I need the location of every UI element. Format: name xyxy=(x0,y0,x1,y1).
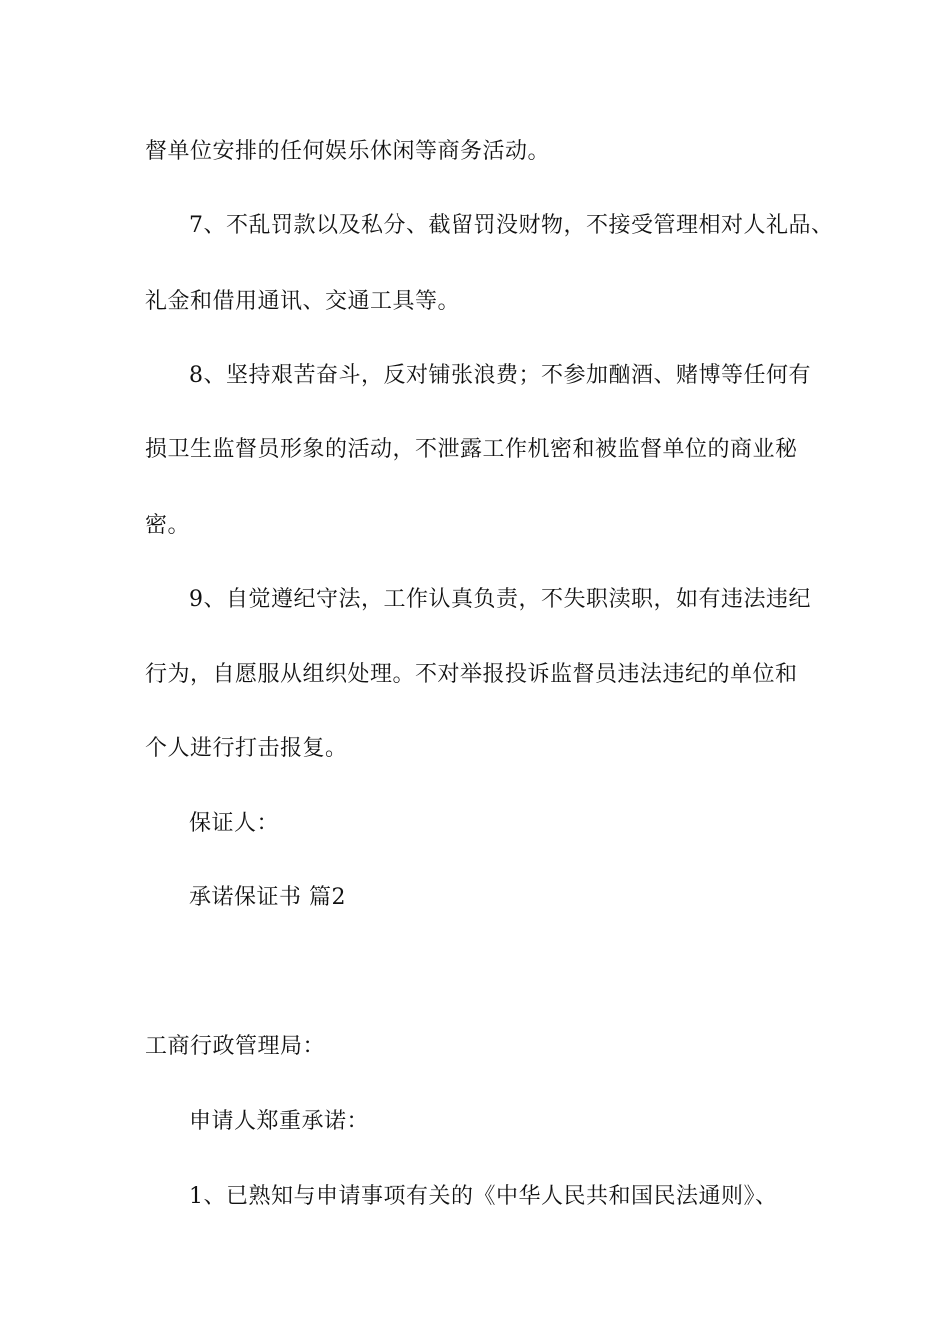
text-line: 密。 xyxy=(145,513,191,538)
list-item-8: 8、坚持艰苦奋斗，反对铺张浪费；不参加酗酒、赌博等任何有 xyxy=(189,363,811,388)
list-item-1: 1、已熟知与申请事项有关的《中华人民共和国民法通则》、 xyxy=(189,1184,778,1209)
text-line: 督单位安排的任何娱乐休闲等商务活动。 xyxy=(145,139,551,164)
list-item-9: 9、自觉遵纪守法，工作认真负责，不失职渎职，如有违法违纪 xyxy=(189,587,811,612)
section-title: 承诺保证书 篇2 xyxy=(189,885,346,910)
list-item-7: 7、不乱罚款以及私分、截留罚没财物，不接受管理相对人礼品、 xyxy=(189,213,834,238)
text-line: 礼金和借用通讯、交通工具等。 xyxy=(145,289,461,314)
text-line: 个人进行打击报复。 xyxy=(145,736,348,761)
guarantor-label: 保证人： xyxy=(189,811,280,836)
text-line: 行为，自愿服从组织处理。不对举报投诉监督员违法违纪的单位和 xyxy=(145,662,798,687)
text-line: 损卫生监督员形象的活动，不泄露工作机密和被监督单位的商业秘 xyxy=(145,437,798,462)
addressee: 工商行政管理局： xyxy=(145,1034,326,1059)
declaration-intro: 申请人郑重承诺： xyxy=(189,1109,370,1134)
